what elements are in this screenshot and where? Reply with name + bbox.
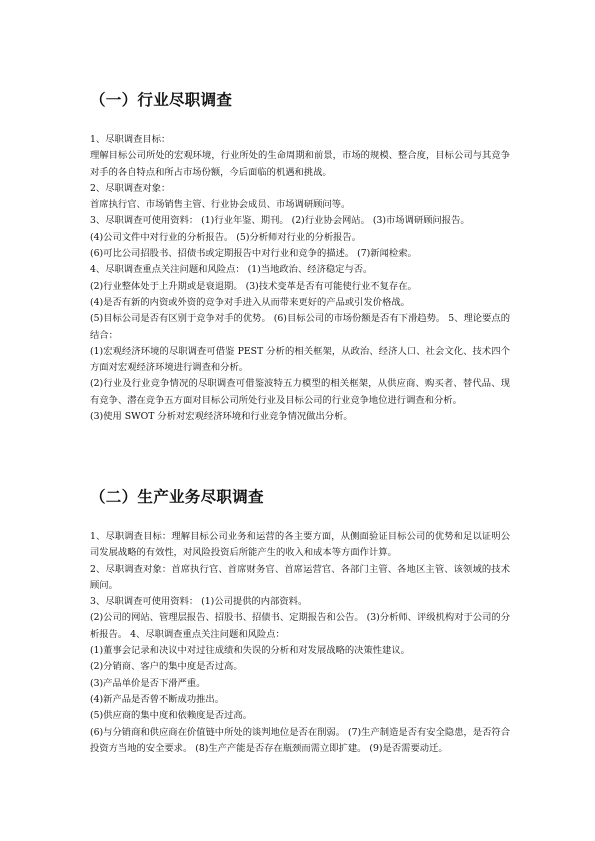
paragraph: 首席执行官、市场销售主管、行业协会成员、市场调研顾问等。 (90, 199, 351, 211)
paragraph: (4)新产品是否曾不断成功推出。 (90, 693, 225, 705)
paragraph: 2、尽职调查对象： (90, 182, 171, 194)
industry-due-diligence-section (90, 90, 510, 425)
paragraph: 理解目标公司所处的宏观环境，行业所处的生命周期和前景，市场的规模、整合度，目标公司与其竞争对手的各自特点和所占市场份额，今后面临的机遇和挑战。 (90, 150, 510, 178)
paragraph: (5)供应商的集中度和依赖度是否过高。 (90, 710, 252, 722)
paragraph: (3)产品单价是否下滑严重。 (90, 677, 206, 689)
paragraph: 2、尽职调查对象：首席执行官、首席财务官、首席运营官、各部门主管、各地区主管、该领域的技术顾问。 (90, 563, 510, 591)
paragraph: (2)分销商、客户的集中度是否过高。 (90, 661, 243, 673)
paragraph: 4、尽职调查重点关注问题和风险点： (1)当地政治、经济稳定与否。 (90, 264, 373, 276)
paragraph: (2)公司的网站、管理层报告、招股书、招债书、定期报告和公告。 (3)分析师、评级机构对于公司的分析报告。 4、尽职调查重点关注问题和风险点： (90, 612, 510, 640)
paragraph: (2)行业整体处于上升期或是衰退期。 (3)技术变革是否有可能使行业不复存在。 (90, 280, 417, 292)
paragraph: 3、尽职调查可使用资料： (1)行业年鉴、期刊。 (2)行业协会网站。 (3)市场调研顾问报告。 (90, 215, 470, 227)
paragraph: (4)是否有新的内资或外资的竞争对手进入从而带来更好的产品或引发价格战。 (90, 296, 410, 308)
production-business-due-diligence-section (90, 487, 510, 757)
paragraph: 1、尽职调查目标：理解目标公司业务和运营的各主要方面，从侧面验证目标公司的优势和足以证明公司发展战略的有效性，对风险投资后所能产生的收入和成本等方面作计算。 (90, 531, 510, 559)
paragraph: (2)行业及行业竞争情况的尽职调查可借鉴波特五力模型的相关框架，从供应商、购买者、替代品、现有竞争、潜在竞争五方面对目标公司所处行业及目标公司的行业竞争地位进行调查和分析。 (90, 378, 510, 406)
paragraph: (6)可比公司招股书、招债书或定期报告中对行业和竞争的描述。 (7)新闻检索。 (90, 248, 417, 260)
paragraph: (4)公司文件中对行业的分析报告。 (5)分析师对行业的分析报告。 (90, 231, 362, 243)
paragraph: (6)与分销商和供应商在价值链中所处的谈判地位是否在削弱。 (7)生产制造是否有安全隐患，是否符合投资方当地的安全要求。 (8)生产产能是否存在瓶颈而需立即扩建。 (9)是否需要动迁。 (90, 726, 510, 754)
paragraph: (3)使用 SWOT 分析对宏观经济环境和行业竞争情况做出分析。 (90, 411, 353, 423)
section-heading: （二）生产业务尽职调查 (90, 488, 264, 506)
paragraph: (1)宏观经济环境的尽职调查可借鉴 PEST 分析的相关框架，从政治、经济人口、社会文化、技术四个方面对宏观经济环境进行调查和分析。 (90, 345, 510, 374)
paragraph: 3、尽职调查可使用资料： (1)公司提供的内部资料。 (90, 596, 308, 608)
paragraph: 1、尽职调查目标： (90, 134, 171, 145)
paragraph: (1)董事会记录和决议中对过往成绩和失误的分析和对发展战略的决策性建议。 (90, 645, 410, 657)
paragraph: (5)目标公司是否有区别于竞争对手的优势。 (6)目标公司的市场份额是否有下滑趋势。 5、理论要点的结合： (90, 313, 510, 341)
section-heading: （一）行业尽职调查 (90, 91, 233, 109)
